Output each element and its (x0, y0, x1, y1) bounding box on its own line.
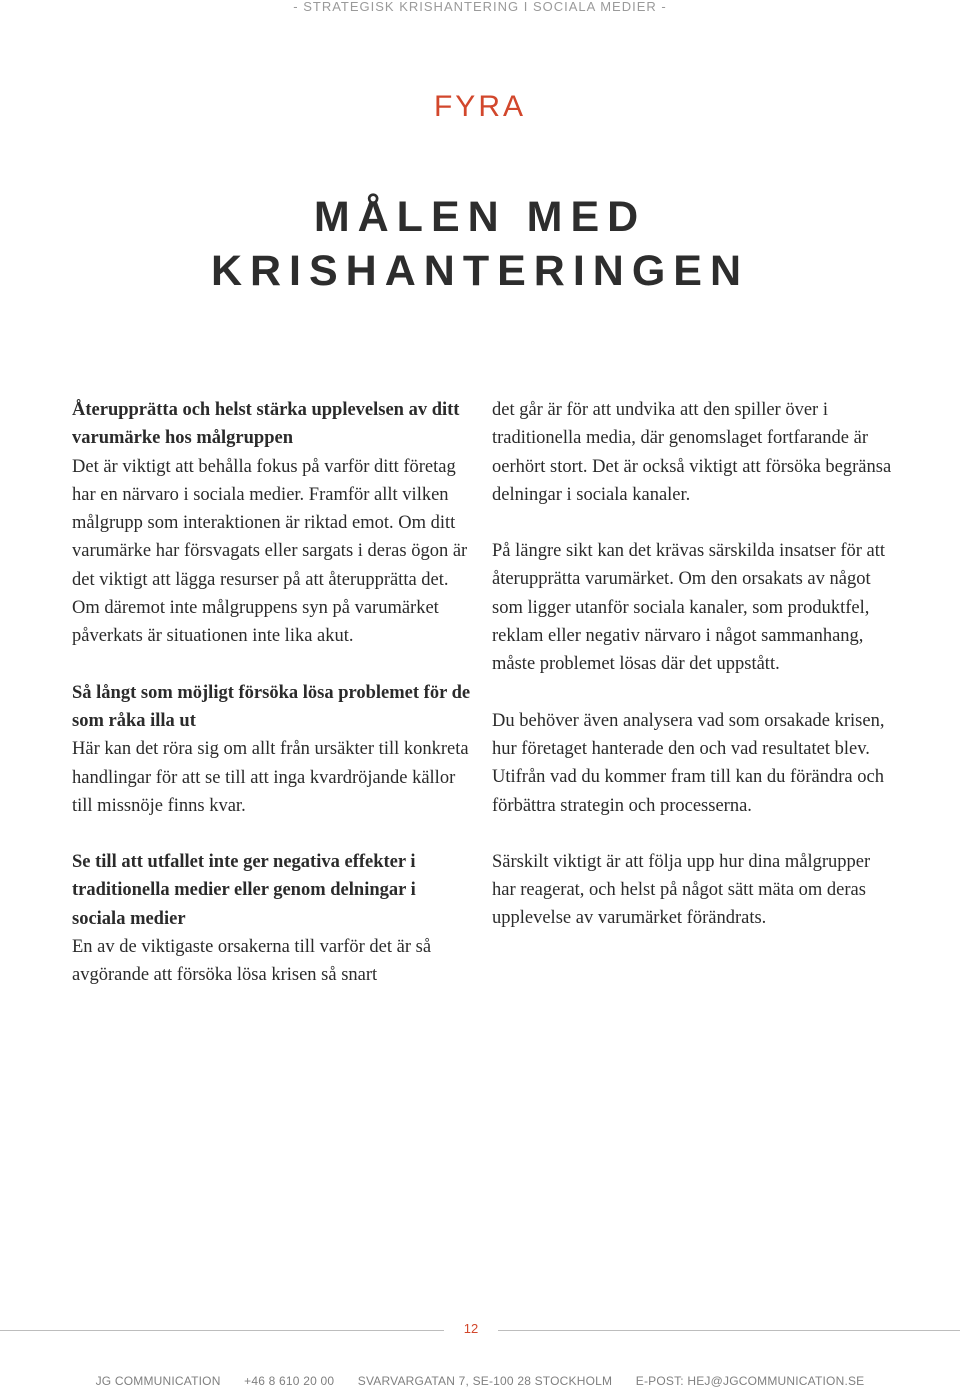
paragraph: På längre sikt kan det krävas särskilda insatser för att återupprätta varumärket. Om den orsakats av något som ligger utanför sociala kanaler, som produktfel, reklam eller negativ närvaro i något sammanhang, måste problemet lösas där det uppstått. (492, 541, 886, 675)
section-text: En av de viktigaste orsakerna till varför det är så avgörande att försöka lösa krisen så snart (72, 937, 432, 986)
divider-left (0, 1330, 444, 1331)
paragraph: det går är för att undvika att den spiller över i traditionella media, där genomslaget fortfarande är oerhört stort. Det är också viktigt att försöka begränsa delningar i sociala kanaler. (492, 400, 892, 505)
running-header: - STRATEGISK KRISHANTERING I SOCIALA MEDIER - (293, 0, 667, 14)
page-title-line-2: KRISHANTERINGEN (210, 247, 750, 295)
section-restore-brand (72, 396, 472, 651)
contact-footer (0, 1374, 960, 1388)
section-heading: Återupprätta och helst stärka upplevelsen av ditt varumärke hos målgruppen (72, 400, 460, 449)
section-heading: Se till att utfallet inte ger negativa effekter i traditionella medier eller genom delningar i sociala medier (72, 852, 416, 929)
page-title (0, 190, 960, 298)
paragraph: Särskilt viktigt är att följa upp hur dina målgrupper har reagerat, och helst på något sätt mäta om deras upplevelse av varumärket förändrats. (492, 851, 871, 929)
paragraph: Du behöver även analysera vad som orsakade krisen, hur företaget hanterade den och vad resultatet blev. Utifrån vad du kommer fram till kan du förändra och förbättra strategin och processerna. (492, 710, 885, 816)
page-footer-rule (0, 1321, 960, 1341)
phone-number: +46 8 610 20 00 (244, 1374, 335, 1388)
left-column (72, 396, 472, 1018)
page-number: 12 (463, 1321, 479, 1336)
section-text: Det är viktigt att behålla fokus på varför ditt företag har en närvaro i sociala medier. Framför allt vilken målgrupp som interaktionen är riktad emot. Om ditt varumärke har försvagats eller sargats i deras ögon är det viktigt att lägga resurser på att återupprätta det. Om däremot inte målgruppens syn på varumärket påverkats är situationen inte lika akut. (72, 456, 468, 647)
page-title-line-1: MÅLEN MED (313, 193, 647, 241)
section-avoid-negative-effects (72, 848, 472, 989)
section-heading: Så långt som möjligt försöka lösa problemet för de som råka illa ut (72, 682, 471, 731)
section-text: Här kan det röra sig om allt från ursäkter till konkreta handlingar för att se till att inga kvardröjande källor till missnöje finns kvar. (72, 739, 469, 816)
divider-right (498, 1330, 960, 1331)
right-column (492, 396, 892, 961)
company-name: JG COMMUNICATION (95, 1374, 221, 1388)
address: SVARVARGATAN 7, SE-100 28 STOCKHOLM (357, 1374, 613, 1388)
chapter-label: FYRA (433, 90, 526, 123)
section-solve-problem (72, 679, 472, 820)
email: E-POST: HEJ@JGCOMMUNICATION.SE (635, 1374, 865, 1388)
